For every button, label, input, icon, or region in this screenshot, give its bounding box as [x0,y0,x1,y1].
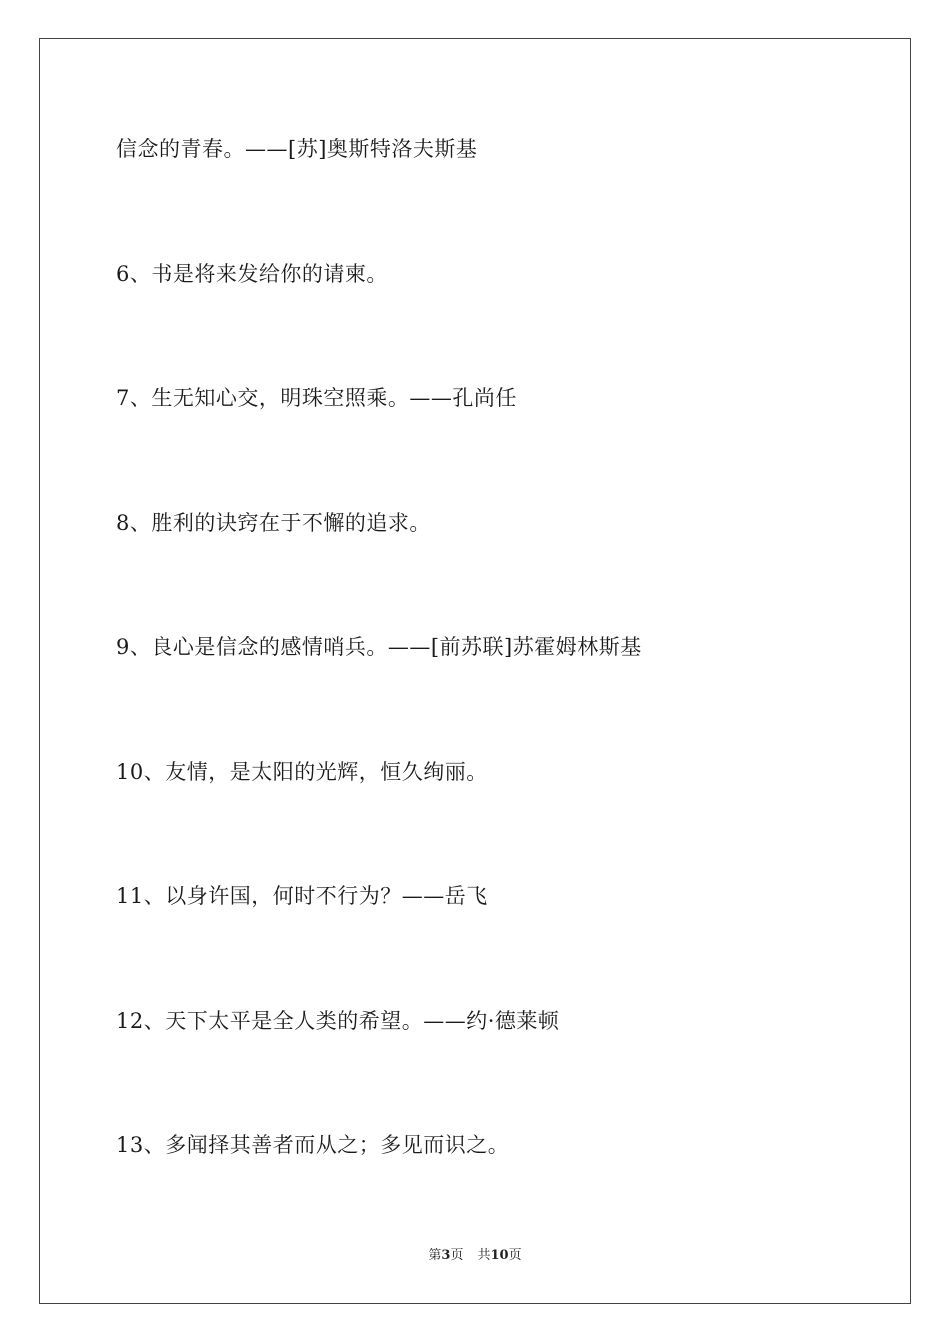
total-pages: 10 [490,1248,509,1263]
text-line: 13、多闻择其善者而从之；多见而识之。 [116,1133,510,1157]
page-border [39,38,911,1304]
text-line: 9、良心是信念的感情哨兵。——[前苏联]苏霍姆林斯基 [116,635,642,659]
text-line: 6、书是将来发给你的请柬。 [116,262,388,286]
page-footer [0,1247,950,1265]
text-line: 11、以身许国，何时不行为？——岳飞 [116,884,488,908]
page-prefix: 第 [428,1248,442,1263]
text-line: 10、友情，是太阳的光辉，恒久绚丽。 [116,760,488,784]
total-suffix: 页 [508,1248,522,1263]
page-number: 3 [441,1248,451,1263]
text-line: 8、胜利的诀窍在于不懈的追求。 [116,511,431,535]
text-line: 信念的青春。——[苏]奥斯特洛夫斯基 [116,137,478,161]
text-line: 7、生无知心交，明珠空照乘。——孔尚任 [116,386,517,410]
page-suffix: 页 [450,1248,464,1263]
text-line: 12、天下太平是全人类的希望。——约·德莱顿 [116,1009,560,1033]
total-prefix: 共 [477,1248,491,1263]
